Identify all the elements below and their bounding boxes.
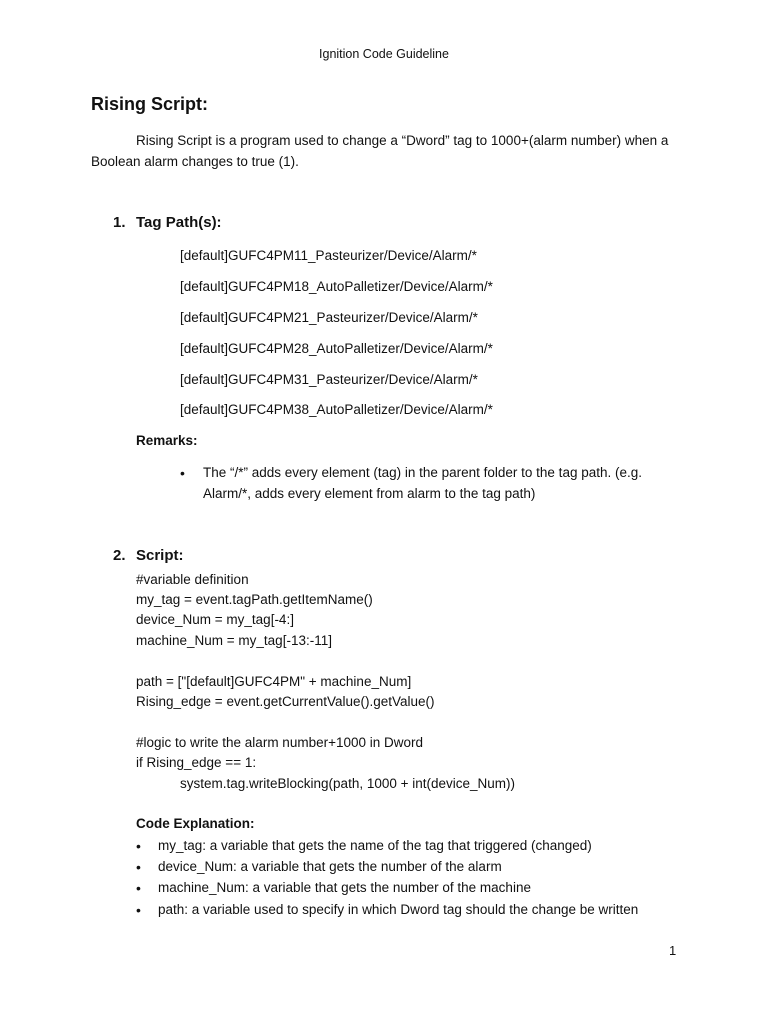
explanation-bullet: • [136, 838, 141, 854]
section-1-number: 1. [113, 214, 126, 231]
tag-path-6: [default]GUFC4PM38_AutoPalletizer/Device/Alarm/* [180, 402, 493, 417]
explanation-item: my_tag: a variable that gets the name of the tag that triggered (changed) [158, 838, 592, 853]
code-line: #logic to write the alarm number+1000 in Dword [136, 735, 424, 750]
code-line: my_tag = event.tagPath.getItemName() [136, 592, 373, 607]
page-number: 1 [669, 943, 677, 958]
code-line: device_Num = my_tag[-4:] [136, 612, 294, 627]
explanation-bullet: • [136, 880, 141, 896]
tag-path-5: [default]GUFC4PM31_Pasteurizer/Device/Alarm/* [180, 372, 478, 387]
code-line: if Rising_edge == 1: [136, 755, 257, 770]
section-1-heading: Tag Path(s): [136, 214, 222, 231]
explanation-bullet: • [136, 859, 141, 875]
tag-path-2: [default]GUFC4PM18_AutoPalletizer/Device/Alarm/* [180, 279, 493, 294]
page-header: Ignition Code Guideline [319, 47, 449, 61]
tag-path-4: [default]GUFC4PM28_AutoPalletizer/Device/Alarm/* [180, 341, 493, 356]
remark-text-line-1: The “/*” adds every element (tag) in the parent folder to the tag path. (e.g. [203, 465, 642, 480]
remark-text-line-2: Alarm/*, adds every element from alarm to the tag path) [203, 486, 536, 501]
code-explanation-label: Code Explanation: [136, 816, 255, 831]
explanation-item: device_Num: a variable that gets the number of the alarm [158, 859, 502, 874]
section-2-heading: Script: [136, 547, 184, 564]
document-title: Rising Script: [91, 94, 209, 114]
explanation-item: path: a variable used to specify in which Dword tag should the change be written [158, 902, 639, 917]
section-2-number: 2. [113, 547, 126, 564]
remark-bullet: • [180, 465, 185, 481]
code-line: #variable definition [136, 572, 249, 587]
code-line: path = ["[default]GUFC4PM" + machine_Num] [136, 674, 412, 689]
tag-path-1: [default]GUFC4PM11_Pasteurizer/Device/Alarm/* [180, 248, 477, 263]
code-line: Rising_edge = event.getCurrentValue().getValue() [136, 694, 435, 709]
tag-path-3: [default]GUFC4PM21_Pasteurizer/Device/Alarm/* [180, 310, 478, 325]
code-line: system.tag.writeBlocking(path, 1000 + int(device_Num)) [180, 776, 516, 791]
remarks-label: Remarks: [136, 433, 198, 448]
explanation-item: machine_Num: a variable that gets the number of the machine [158, 880, 531, 895]
intro-paragraph: Rising Script is a program used to change a “Dword” tag to 1000+(alarm number) when a Boolean alarm changes to true (1). [91, 133, 669, 169]
explanation-bullet: • [136, 902, 141, 918]
code-line: machine_Num = my_tag[-13:-11] [136, 633, 332, 648]
